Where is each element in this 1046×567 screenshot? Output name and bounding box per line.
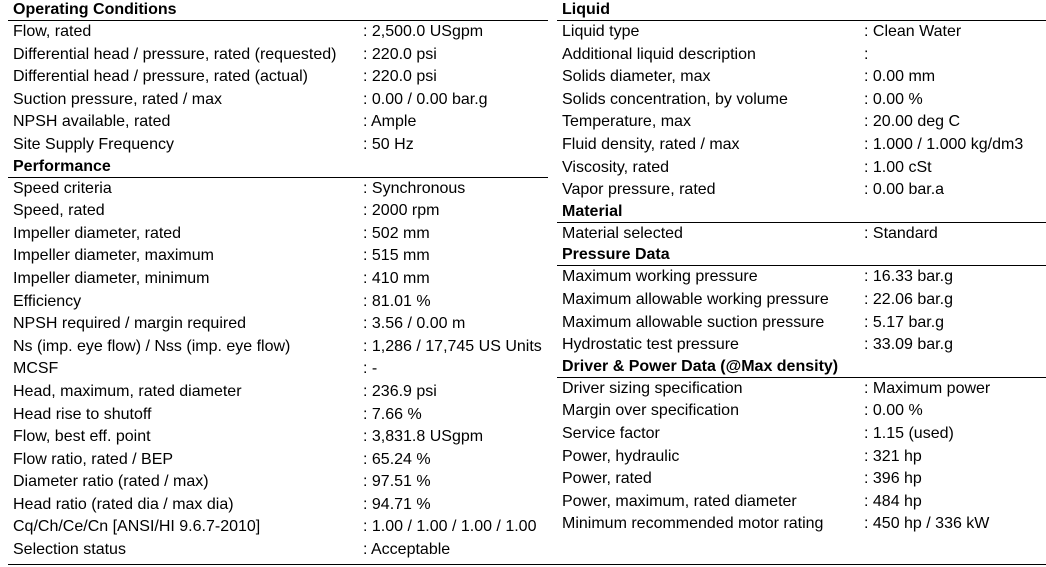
data-row — [8, 404, 548, 427]
row-value: : 3.56 / 0.00 m — [363, 315, 466, 333]
row-value: : 236.9 psi — [363, 382, 437, 400]
data-row — [557, 491, 1046, 514]
row-value: : 515 mm — [363, 247, 430, 265]
data-row — [557, 89, 1046, 112]
row-label: Power, rated — [562, 470, 652, 488]
row-value: : 1,286 / 17,745 US Units — [363, 337, 542, 355]
row-label: NPSH required / margin required — [13, 315, 246, 333]
data-row — [8, 291, 548, 314]
row-label: Selection status — [13, 541, 126, 559]
data-row — [557, 21, 1046, 44]
row-value: : 502 mm — [363, 224, 430, 242]
data-row — [8, 449, 548, 472]
section-title-material: Material — [557, 202, 1046, 223]
data-row — [557, 266, 1046, 289]
row-value: : 450 hp / 336 kW — [864, 515, 990, 533]
data-row — [557, 179, 1046, 202]
row-value: : — [864, 45, 869, 63]
row-value: : 3,831.8 USgpm — [363, 428, 484, 446]
row-value: : 0.00 mm — [864, 68, 936, 86]
data-row — [8, 200, 548, 223]
row-label: Maximum allowable suction pressure — [562, 313, 825, 331]
row-label: Power, maximum, rated diameter — [562, 492, 797, 510]
data-row — [557, 289, 1046, 312]
row-label: Efficiency — [13, 292, 82, 310]
row-label: Margin over specification — [562, 402, 739, 420]
data-row — [557, 66, 1046, 89]
row-value: : Ample — [363, 113, 417, 131]
data-row — [8, 516, 548, 539]
row-label: Maximum working pressure — [562, 268, 758, 286]
data-row — [8, 471, 548, 494]
data-row — [8, 336, 548, 359]
row-label: Power, hydraulic — [562, 447, 680, 465]
row-label: Diameter ratio (rated / max) — [13, 473, 209, 491]
row-value: : Standard — [864, 224, 938, 242]
row-label: Maximum allowable working pressure — [562, 290, 829, 308]
row-label: Minimum recommended motor rating — [562, 515, 824, 533]
row-label: Additional liquid description — [562, 45, 756, 63]
data-row — [8, 89, 548, 112]
data-row — [557, 400, 1046, 423]
row-label: Ns (imp. eye flow) / Nss (imp. eye flow) — [13, 337, 291, 355]
data-row — [8, 66, 548, 89]
row-value: : 65.24 % — [363, 450, 431, 468]
row-label: Flow ratio, rated / BEP — [13, 450, 174, 468]
row-value: : 410 mm — [363, 269, 430, 287]
data-row — [8, 178, 548, 201]
data-row — [8, 134, 548, 157]
row-value: : 220.0 psi — [363, 45, 437, 63]
row-value: : 484 hp — [864, 492, 922, 510]
row-label: Head rise to shutoff — [13, 405, 152, 423]
section-title-liquid: Liquid — [557, 0, 1046, 21]
row-label: Liquid type — [562, 23, 640, 40]
row-label: MCSF — [13, 360, 59, 378]
row-label: Driver sizing specification — [562, 379, 743, 397]
row-label: Hydrostatic test pressure — [562, 336, 739, 354]
row-value: : 0.00 bar.a — [864, 181, 945, 199]
row-label: Viscosity, rated — [562, 158, 670, 176]
row-value: : 81.01 % — [363, 292, 431, 310]
section-title-pressure-data: Pressure Data — [557, 245, 1046, 266]
left-column — [8, 0, 548, 562]
row-value: : 2,500.0 USgpm — [363, 23, 484, 40]
row-value: : - — [363, 360, 378, 378]
row-label: Impeller diameter, maximum — [13, 247, 214, 265]
data-row — [557, 223, 1046, 246]
data-row — [557, 312, 1046, 335]
row-label: Site Supply Frequency — [13, 135, 174, 153]
row-value: : 50 Hz — [363, 135, 414, 153]
data-row — [557, 468, 1046, 491]
data-row — [8, 21, 548, 44]
data-row — [8, 313, 548, 336]
data-row — [8, 426, 548, 449]
row-value: : 2000 rpm — [363, 202, 440, 220]
row-value: : 16.33 bar.g — [864, 268, 953, 286]
data-row — [8, 381, 548, 404]
row-label: Flow, rated — [13, 23, 92, 40]
row-label: NPSH available, rated — [13, 113, 171, 131]
row-value: : 1.00 / 1.00 / 1.00 / 1.00 — [363, 518, 537, 536]
row-label: Head ratio (rated dia / max dia) — [13, 495, 234, 513]
row-label: Impeller diameter, rated — [13, 224, 182, 242]
row-label: Flow, best eff. point — [13, 428, 151, 446]
section-title-driver-power-data-max-density: Driver & Power Data (@Max density) — [557, 357, 1046, 378]
row-label: Speed criteria — [13, 179, 112, 197]
row-label: Cq/Ch/Ce/Cn [ANSI/HI 9.6.7-2010] — [13, 518, 261, 536]
row-label: Fluid density, rated / max — [562, 135, 740, 153]
data-row — [557, 134, 1046, 157]
bottom-divider — [8, 564, 1046, 565]
row-label: Service factor — [562, 424, 660, 442]
row-value: : Clean Water — [864, 23, 962, 40]
row-label: Vapor pressure, rated — [562, 181, 716, 199]
data-row — [557, 423, 1046, 446]
row-value: : 1.000 / 1.000 kg/dm3 — [864, 135, 1024, 153]
data-row — [8, 358, 548, 381]
row-value: : 0.00 % — [864, 402, 923, 420]
data-row — [557, 378, 1046, 401]
row-value: : Acceptable — [363, 541, 451, 559]
row-value: : 22.06 bar.g — [864, 290, 953, 308]
data-row — [8, 494, 548, 517]
data-row — [8, 111, 548, 134]
row-label: Speed, rated — [13, 202, 105, 220]
row-label: Solids diameter, max — [562, 68, 711, 86]
section-title-operating-conditions: Operating Conditions — [8, 0, 548, 21]
row-value: : 0.00 / 0.00 bar.g — [363, 90, 488, 108]
row-value: : Synchronous — [363, 179, 466, 197]
row-value: : 97.51 % — [363, 473, 431, 491]
data-row — [557, 334, 1046, 357]
row-value: : 5.17 bar.g — [864, 313, 945, 331]
section-title-performance: Performance — [8, 157, 548, 178]
row-value: : Maximum power — [864, 379, 991, 397]
data-row — [557, 111, 1046, 134]
data-row — [557, 44, 1046, 67]
row-value: : 7.66 % — [363, 405, 422, 423]
data-row — [8, 539, 548, 562]
row-label: Differential head / pressure, rated (actual) — [13, 68, 308, 86]
right-column — [557, 0, 1046, 536]
row-label: Temperature, max — [562, 113, 691, 131]
row-value: : 20.00 deg C — [864, 113, 961, 131]
data-row — [557, 446, 1046, 469]
data-row — [8, 44, 548, 67]
row-value: : 1.00 cSt — [864, 158, 932, 176]
row-label: Material selected — [562, 224, 683, 242]
row-label: Suction pressure, rated / max — [13, 90, 222, 108]
row-label: Solids concentration, by volume — [562, 90, 788, 108]
row-label: Head, maximum, rated diameter — [13, 382, 242, 400]
row-value: : 396 hp — [864, 470, 922, 488]
row-label: Impeller diameter, minimum — [13, 269, 210, 287]
data-row — [8, 223, 548, 246]
row-value: : 0.00 % — [864, 90, 923, 108]
data-row — [8, 268, 548, 291]
data-row — [8, 245, 548, 268]
data-row — [557, 513, 1046, 536]
row-value: : 33.09 bar.g — [864, 336, 953, 354]
row-value: : 1.15 (used) — [864, 424, 954, 442]
data-row — [557, 157, 1046, 180]
row-value: : 321 hp — [864, 447, 922, 465]
row-label: Differential head / pressure, rated (requested) — [13, 45, 337, 63]
row-value: : 220.0 psi — [363, 68, 437, 86]
row-value: : 94.71 % — [363, 495, 431, 513]
